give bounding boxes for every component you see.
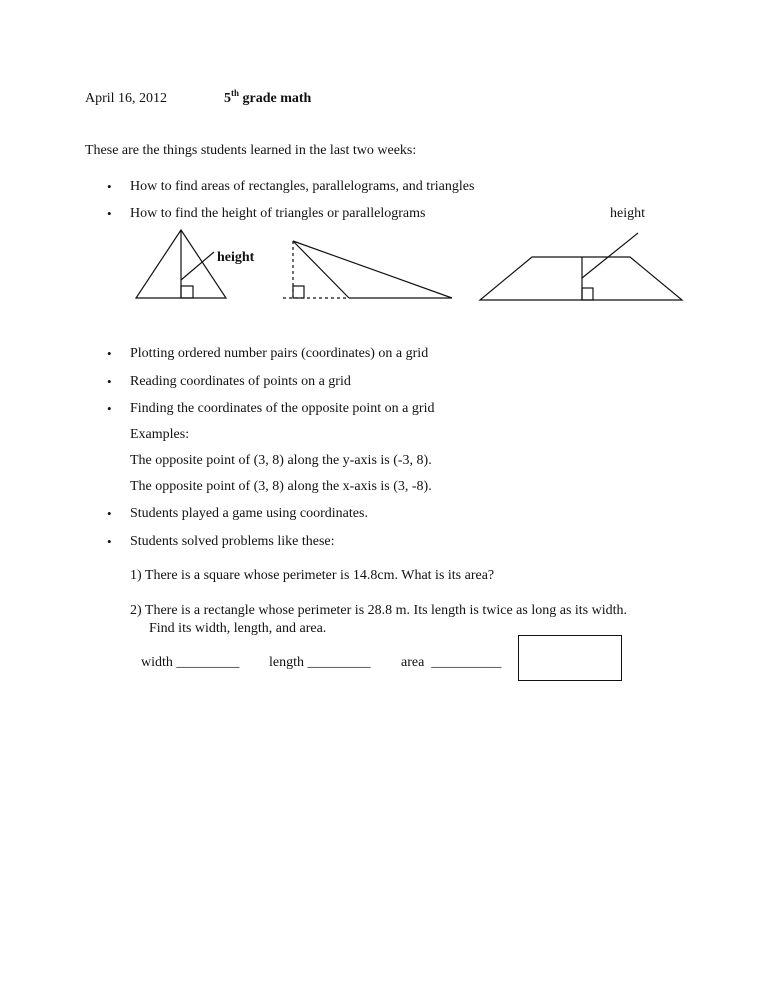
- examples-heading: Examples:: [130, 427, 190, 442]
- area-label: area: [401, 655, 425, 670]
- bullet-opposite: Finding the coordinates of the opposite point on a grid: [130, 401, 435, 416]
- bullet-marker: •: [107, 506, 112, 521]
- grade-suffix: th: [231, 88, 240, 98]
- triangle-obtuse-figure: [283, 241, 452, 298]
- grade-text: grade math: [242, 91, 312, 106]
- bullet-marker: •: [107, 179, 112, 194]
- bullet-marker: •: [107, 374, 112, 389]
- area-blank[interactable]: __________: [431, 655, 502, 670]
- length-label: length: [269, 655, 304, 670]
- parallelogram-figure: [480, 233, 682, 300]
- length-blank[interactable]: _________: [307, 655, 371, 670]
- bullet-marker: •: [107, 401, 112, 416]
- bullet-plotting: Plotting ordered number pairs (coordinates) on a grid: [130, 346, 429, 361]
- bullet-marker: •: [107, 534, 112, 549]
- example-x-axis: The opposite point of (3, 8) along the x-axis is (3, -8).: [130, 479, 432, 494]
- width-blank[interactable]: _________: [176, 655, 240, 670]
- height-label-triangle: height: [217, 250, 255, 265]
- bullet-marker: •: [107, 206, 112, 221]
- area-answer: [401, 655, 501, 671]
- grade-number: 5: [224, 91, 231, 106]
- bullet-reading: Reading coordinates of points on a grid: [130, 374, 351, 389]
- width-label: width: [141, 655, 173, 670]
- length-answer: [269, 655, 371, 671]
- problem-2-line2: Find its width, length, and area.: [149, 621, 327, 636]
- bullet-game: Students played a game using coordinates.: [130, 506, 368, 521]
- width-answer: [141, 655, 239, 671]
- problem-2-line1: 2) There is a rectangle whose perimeter is 28.8 m. Its length is twice as long as its width.: [130, 603, 628, 618]
- height-label-parallelogram: height: [610, 206, 645, 221]
- document-date: April 16, 2012: [85, 91, 168, 106]
- intro-text: These are the things students learned in the last two weeks:: [85, 143, 417, 158]
- problem-1: 1) There is a square whose perimeter is 14.8cm. What is its area?: [130, 568, 495, 583]
- answer-box[interactable]: [518, 635, 622, 681]
- triangle-acute-figure: [136, 230, 226, 298]
- bullet-marker: •: [107, 346, 112, 361]
- example-y-axis: The opposite point of (3, 8) along the y-axis is (-3, 8).: [130, 453, 432, 468]
- bullet-areas: How to find areas of rectangles, parallelograms, and triangles: [130, 179, 475, 194]
- bullet-problems: Students solved problems like these:: [130, 534, 335, 549]
- bullet-height: How to find the height of triangles or parallelograms: [130, 206, 426, 221]
